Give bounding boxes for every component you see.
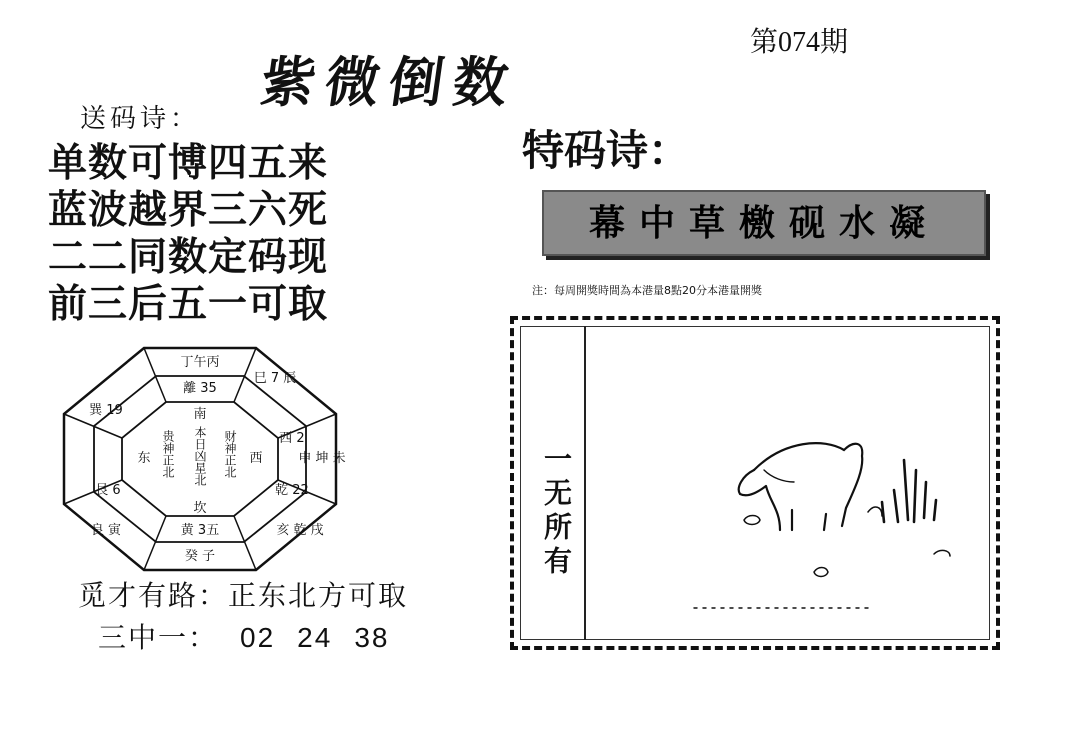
- number: 38: [354, 622, 390, 653]
- number: 02: [240, 622, 276, 653]
- bagua-center-right: 财神正北: [223, 430, 237, 478]
- page-title: 紫微倒数: [257, 50, 523, 114]
- picture-frame: [510, 316, 1000, 650]
- ox-illustration: [714, 430, 974, 620]
- ring-label: 艮 6: [95, 483, 121, 498]
- issue-number: 第074期: [750, 27, 849, 58]
- poem-line: 单数可博四五来: [48, 141, 329, 186]
- ring-label: 巳 7 辰: [253, 371, 297, 386]
- bagua-diagram: [60, 344, 346, 574]
- ring-label: 丁午丙: [180, 355, 220, 370]
- ring-label: 離 35: [183, 381, 217, 396]
- caption-column: [520, 326, 586, 640]
- ring-label: 乾 22: [275, 483, 309, 498]
- ring-label: 巽 19: [89, 403, 123, 418]
- number: 24: [297, 622, 333, 653]
- find-way-text: 觅才有路：正东北方可取: [78, 579, 409, 612]
- bagua-center-mid: 本日凶星北: [193, 426, 207, 486]
- special-poem-label: 特码诗：: [522, 126, 691, 175]
- special-poem-text: 幕中草檄砚水凝: [588, 202, 939, 244]
- ring-label: 黄 3五: [180, 523, 220, 538]
- picture-caption: 一无所有: [540, 444, 573, 580]
- direction-east: 东: [137, 451, 151, 466]
- send-poem-label: 送码诗：: [80, 104, 201, 134]
- send-poem: [48, 140, 328, 328]
- direction-south: 南: [193, 407, 207, 422]
- ring-label: 西 2: [279, 431, 305, 446]
- bagua-center-left: 贵神正北: [161, 430, 175, 478]
- three-in-one-label: 三中一：: [98, 621, 219, 654]
- direction-north: 坎: [193, 501, 207, 516]
- ring-label: 亥 乾 戌: [276, 523, 324, 538]
- three-in-one: [98, 616, 389, 656]
- poem-line: 二二同数定码现: [48, 235, 329, 280]
- poem-line: 蓝波越界三六死: [48, 188, 329, 233]
- ring-label: 癸 子: [184, 549, 216, 564]
- poem-line: 前三后五一可取: [48, 282, 329, 327]
- draw-time-note: 注：每周開獎時間為本港量8點20分本港量開獎: [532, 284, 762, 297]
- direction-west: 西: [249, 451, 263, 466]
- ring-label: 良 寅: [90, 523, 122, 538]
- ring-label: 申 坤 未: [298, 451, 346, 466]
- special-poem-box: [542, 190, 986, 256]
